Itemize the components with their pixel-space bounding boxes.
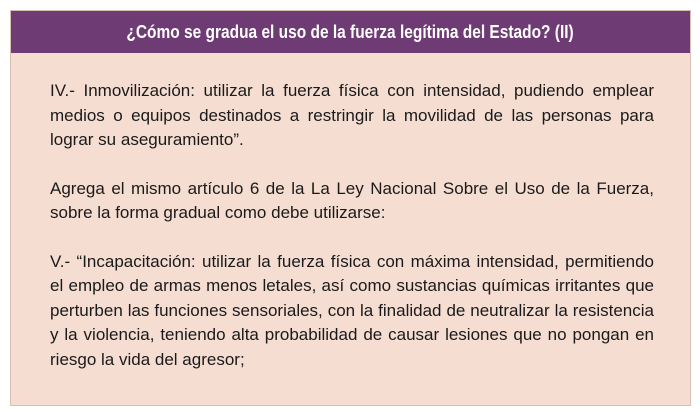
paragraph-articulo-6: Agrega el mismo artículo 6 de la La Ley Nacional Sobre el Uso de la Fuerza, sobre la forma gradual como debe utilizarse: (50, 178, 654, 222)
paragraph-inmovilizacion: IV.- Inmovilización: utilizar la fuerza física con intensidad, pudiendo emplear medios o equipos destinados a restringir la movilidad de las personas para lograr su aseguramiento”. (50, 81, 654, 149)
box-content (50, 79, 654, 396)
header-title: ¿Cómo se gradua el uso de la fuerza legítima del Estado? (II) (126, 21, 575, 42)
info-box (10, 10, 691, 406)
box-header (11, 11, 690, 53)
paragraph-incapacitacion: V.- “Incapacitación: utilizar la fuerza física con máxima intensidad, permitiendo el empleo de armas menos letales, así como sustancias químicas irritantes que perturben las funciones sensoriales, con la finalidad de neutralizar la resistencia y la violencia, teniendo alta probabilidad de causar lesiones que no pongan en riesgo la vida del agresor; (50, 251, 654, 369)
